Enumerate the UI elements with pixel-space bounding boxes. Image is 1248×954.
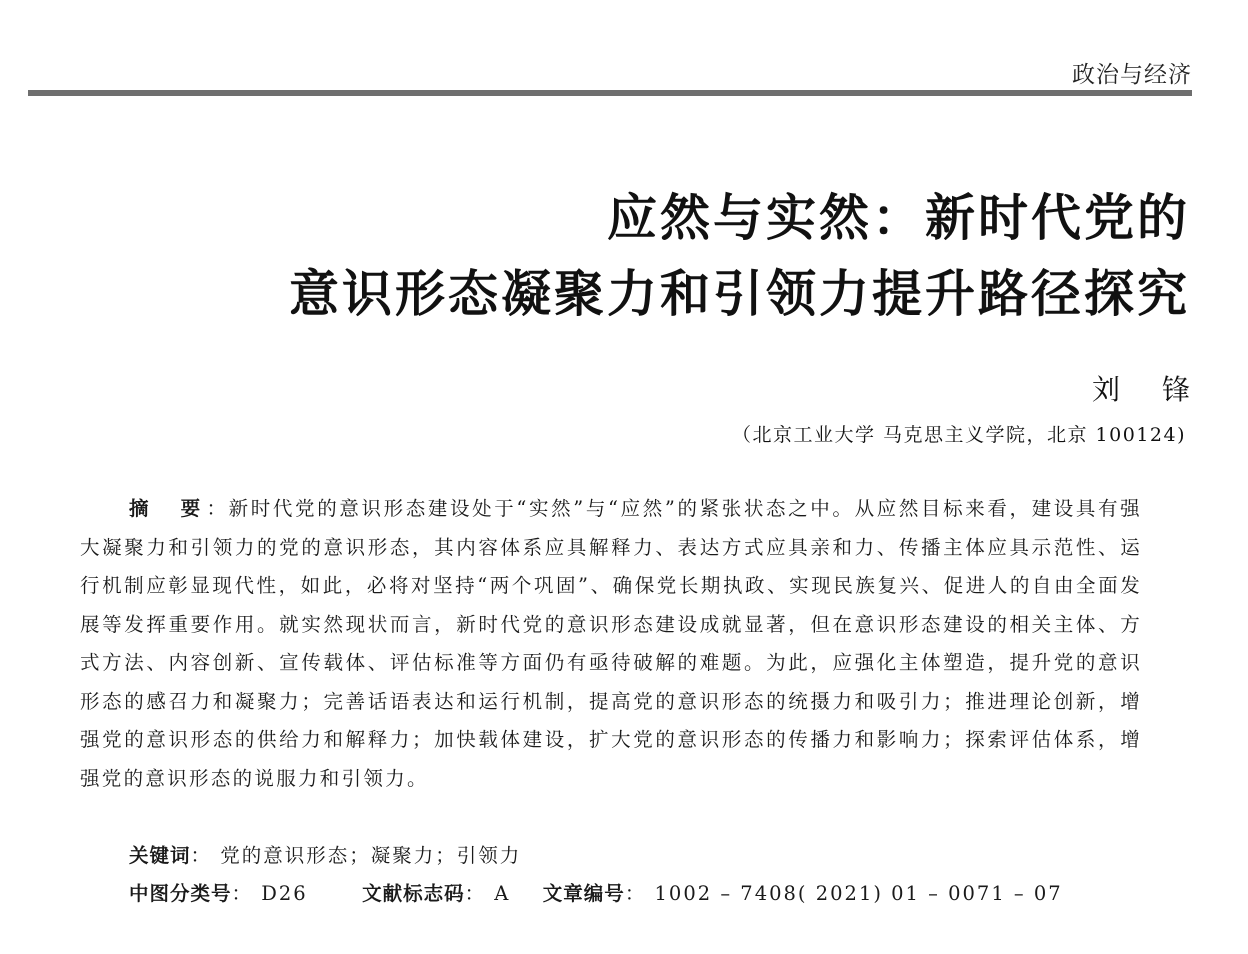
doc-code-label: 文献标志码 xyxy=(362,882,465,905)
title-line-1: 应然与实然：新时代党的 xyxy=(607,189,1190,247)
title-line-2: 意识形态凝聚力和引领力提升路径探究 xyxy=(289,265,1190,323)
keywords-text: 党的意识形态；凝聚力；引领力 xyxy=(220,844,522,867)
clc-value: D26 xyxy=(261,882,308,905)
header-divider xyxy=(28,90,1192,96)
article-title xyxy=(289,180,1190,332)
author-affiliation: （北京工业大学 马克思主义学院，北京 100124) xyxy=(731,424,1186,446)
article-number-value: 1002 – 7408( 2021) 01 – 0071 – 07 xyxy=(654,882,1063,905)
abstract-label: 摘 要 xyxy=(129,497,207,520)
author-name: 刘锋 xyxy=(1091,373,1232,406)
classification-line: 中图分类号： D26 文献标志码： A 文章编号： 1002 – 7408( 2021) 01 – 0071 – 07 xyxy=(129,882,1063,905)
article-number-label: 文章编号 xyxy=(542,882,625,905)
journal-section-label: 政治与经济 xyxy=(1072,62,1192,88)
keywords-label: 关键词 xyxy=(129,844,191,867)
keywords-line: 关键词： 党的意识形态；凝聚力；引领力 xyxy=(129,844,522,867)
abstract: 摘 要：新时代党的意识形态建设处于“实然”与“应然”的紧张状态之中。从应然目标来看，建设具有强大凝聚力和引领力的党的意识形态，其内容体系应具解释力、表达方式应具亲和力、传播主体应具示范性、运行机制应彰显现代性，如此，必将对坚持“两个巩固”、确保党长期执政、实现民族复兴、促进人的自由全面发展等发挥重要作用。就实然现状而言，新时代党的意识形态建设成就显著，但在意识形态建设的相关主体、方式方法、内容创新、宣传载体、评估标准等方面仍有亟待破解的难题。为此，应强化主体塑造，提升党的意识形态的感召力和凝聚力；完善话语表达和运行机制，提高党的意识形态的统摄力和吸引力；推进理论创新，增强党的意识形态的供给力和解释力；加快载体建设，扩大党的意识形态的传播力和影响力；探索评估体系，增强党的意识形态的说服力和引领力。 xyxy=(80,497,1142,790)
doc-code-value: A xyxy=(494,882,511,905)
abstract-text: 新时代党的意识形态建设处于“实然”与“应然”的紧张状态之中。从应然目标来看，建设具有强大凝聚力和引领力的党的意识形态，其内容体系应具解释力、表达方式应具亲和力、传播主体应具示范性、运行机制应彰显现代性，如此，必将对坚持“两个巩固”、确保党长期执政、实现民族复兴、促进人的自由全面发展等发挥重要作用。就实然现状而言，新时代党的意识形态建设成就显著，但在意识形态建设的相关主体、方式方法、内容创新、宣传载体、评估标准等方面仍有亟待破解的难题。为此，应强化主体塑造，提升党的意识形态的感召力和凝聚力；完善话语表达和运行机制，提高党的意识形态的统摄力和吸引力；推进理论创新，增强党的意识形态的供给力和解释力；加快载体建设，扩大党的意识形态的传播力和影响力；探索评估体系，增强党的意识形态的说服力和引领力。 xyxy=(80,497,1142,790)
clc-label: 中图分类号 xyxy=(129,882,232,905)
